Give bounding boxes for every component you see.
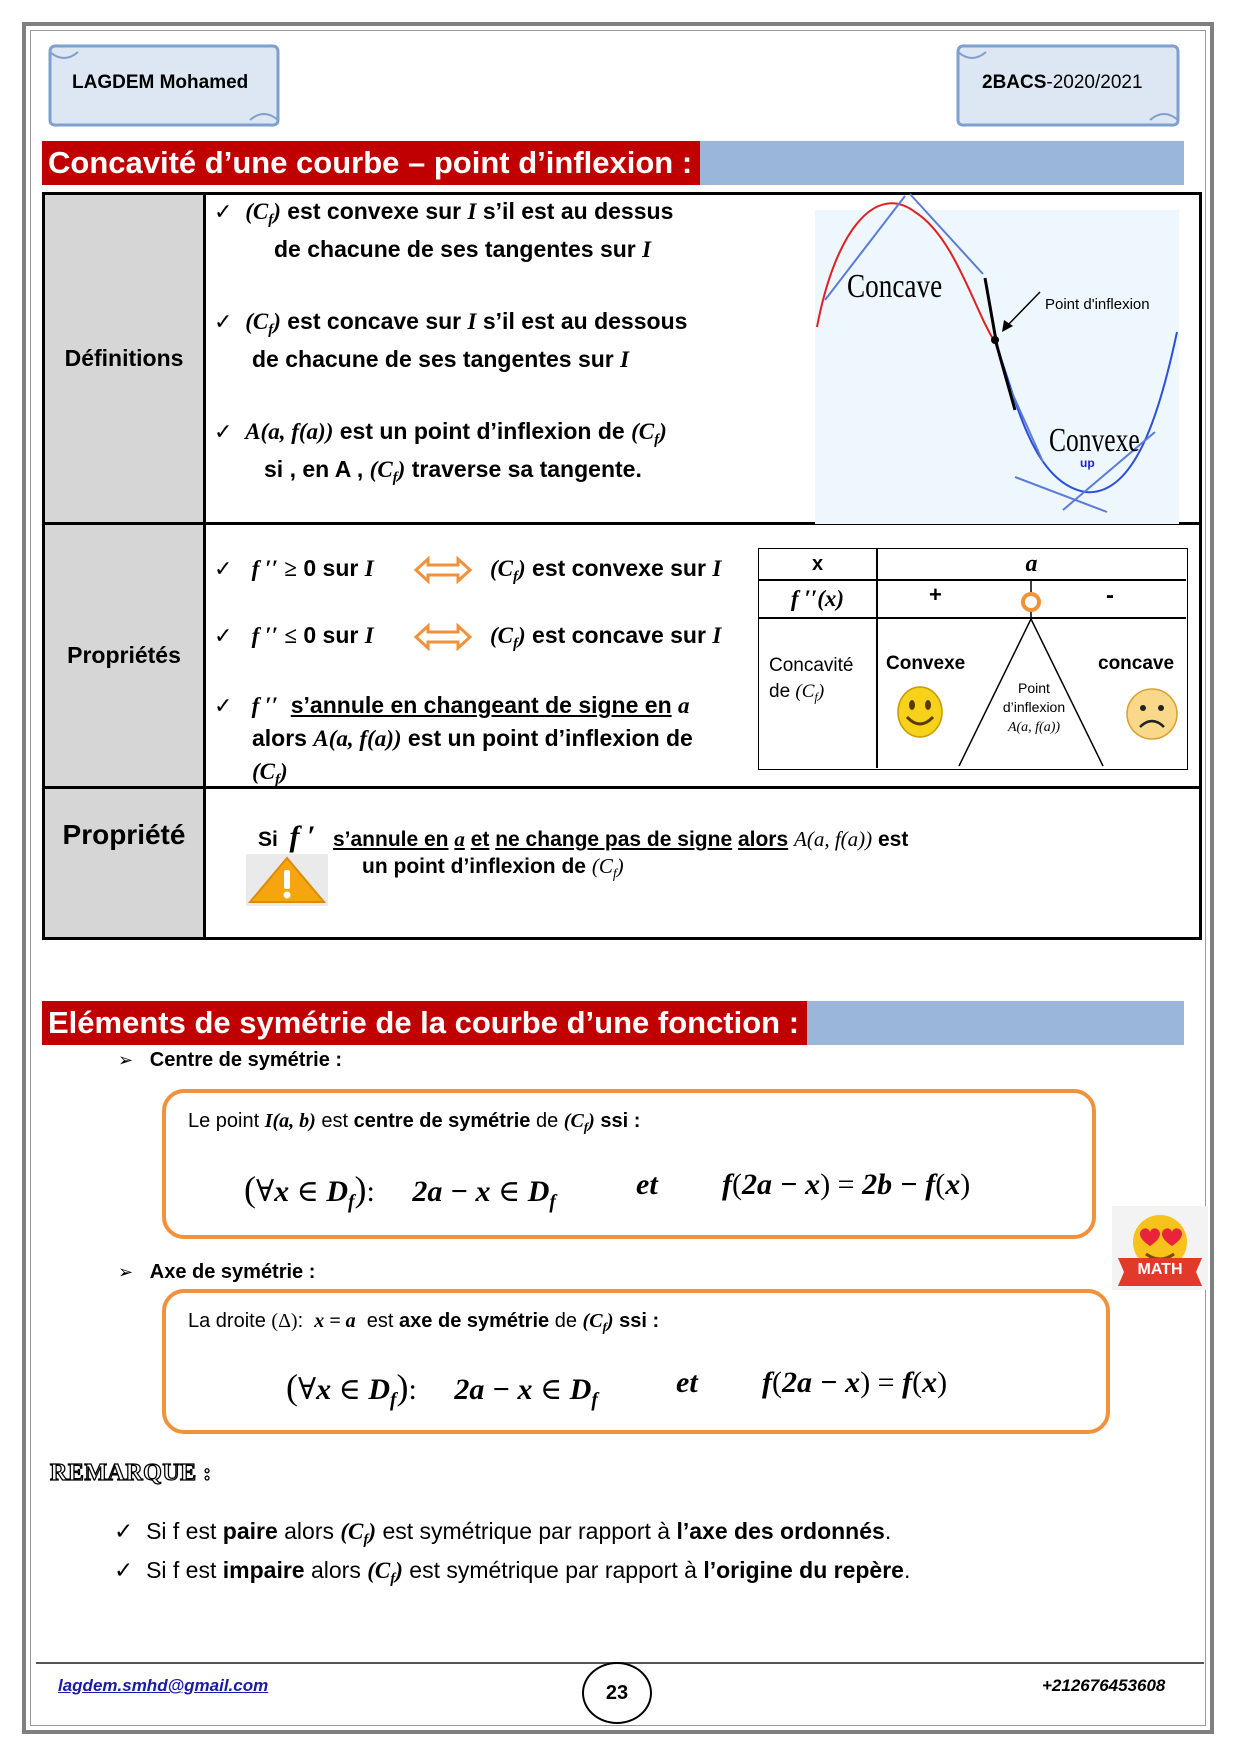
math-badge-label: MATH xyxy=(1137,1261,1183,1278)
sad-face-icon xyxy=(1125,687,1179,741)
sign-f2-label: f ′′(x) xyxy=(790,585,845,611)
propriete-convexe-right: $(C_f)$ est convexe sur I xyxy=(490,555,722,586)
warning-icon xyxy=(246,854,328,906)
definitions-label: Définitions xyxy=(45,195,206,525)
inflexion-label: Point d'inflexion xyxy=(1045,296,1150,313)
propriete-warning-line2: un point d’inflexion de $(C_f)$ xyxy=(362,854,624,881)
axe-text: La droite (Δ): x = a est axe de symétrie de $(C_f)$ ssi : xyxy=(188,1310,660,1335)
sign-table xyxy=(758,548,1188,770)
propriete-label: Propriété xyxy=(45,789,206,937)
sign-concavite-label: Concavité de $(C_f)$ xyxy=(769,655,854,705)
sign-x-header: x xyxy=(811,552,824,575)
sign-minus: - xyxy=(1106,582,1114,609)
figure-background xyxy=(815,210,1179,524)
axe-formula-et: et xyxy=(676,1366,698,1399)
definition-convexe: ✓ $(C_f)$ est convexe sur I s’il est au dessus xyxy=(214,198,674,229)
axe-formula-equation: f(2a − x) = f(x) xyxy=(762,1366,948,1399)
sign-point-inflexion: Point d’inflexion A(a, f(a)) xyxy=(1002,680,1066,735)
remarque-impaire: ✓ Si f est impaire alors $(C_f)$ est symétrique par rapport à l’origine du repère. xyxy=(114,1557,911,1588)
centre-formula-equation: f(2a − x) = 2b − f(x) xyxy=(722,1168,971,1201)
sign-concave: concave xyxy=(1098,653,1175,674)
remarque-title: REMARQUE : xyxy=(50,1460,212,1486)
row-divider xyxy=(206,786,1199,789)
class-year: 2BACS-2020/2021 xyxy=(982,72,1143,93)
definition-convexe-line2: de chacune de ses tangentes sur I xyxy=(274,236,652,262)
footer-email[interactable]: lagdem.smhd@gmail.com xyxy=(58,1676,269,1695)
propriete-inflexion-line2: alors A(a, f(a)) est un point d’inflexion de xyxy=(252,725,693,751)
inflexion-point xyxy=(991,336,999,344)
page-number: 23 xyxy=(582,1662,652,1724)
centre-heading: ➢ Centre de symétrie : xyxy=(118,1049,343,1071)
axe-heading: ➢ Axe de symétrie : xyxy=(118,1261,316,1283)
propriete-warning-line1: Si f ′ s’annule en a et ne change pas de signe alors A(a, f(a)) est xyxy=(258,820,909,853)
remarque-paire: ✓ Si f est paire alors $(C_f)$ est symétrique par rapport à l’axe des ordonnés. xyxy=(114,1518,892,1549)
equivalence-arrow-icon xyxy=(414,623,472,651)
propriete-inflexion-line3: $(C_f)$ xyxy=(252,759,288,789)
propriete-concave-right: $(C_f)$ est concave sur I xyxy=(490,622,722,653)
up-label: up xyxy=(1080,456,1095,470)
concave-label: Concave xyxy=(847,268,943,305)
sign-convexe: Convexe xyxy=(886,653,966,674)
author-name: LAGDEM Mohamed xyxy=(72,72,249,93)
centre-formula-condition: (∀x ∈ $D_f$): 2a − x ∈ $D_f$ xyxy=(244,1169,556,1213)
inflexion-figure xyxy=(815,192,1179,524)
centre-text: Le point I(a, b) est centre de symétrie de $(C_f)$ ssi : xyxy=(188,1110,641,1135)
sign-plus: + xyxy=(929,582,942,607)
happy-face-icon xyxy=(895,685,945,739)
propriete-inflexion: ✓ f ′′ s’annule en changeant de signe en a xyxy=(214,692,690,718)
sign-a-value: a xyxy=(1025,550,1038,577)
definition-inflexion: ✓ A(a, f(a)) est un point d’inflexion de $(C_f)$ xyxy=(214,418,667,449)
math-badge xyxy=(1112,1206,1208,1290)
footer-phone: +212676453608 xyxy=(1042,1676,1166,1695)
proprietes-label: Propriétés xyxy=(45,525,206,789)
propriete-convexe: ✓ f ′′ ≥ 0 sur I xyxy=(214,555,374,581)
definition-concave-line2: de chacune de ses tangentes sur I xyxy=(252,346,630,372)
definition-concave: ✓ $(C_f)$ est concave sur I s’il est au dessous xyxy=(214,308,688,339)
convexe-label: Convexe xyxy=(1049,422,1140,459)
definition-inflexion-line2: si , en A , $(C_f)$ traverse sa tangente. xyxy=(264,456,642,487)
propriete-concave: ✓ f ′′ ≤ 0 sur I xyxy=(214,622,374,648)
section1-title: Concavité d’une courbe – point d’inflexion : xyxy=(42,141,700,185)
equivalence-arrow-icon xyxy=(414,556,472,584)
section1-title-bar xyxy=(42,141,1184,185)
centre-formula-et: et xyxy=(636,1168,658,1201)
section2-title: Eléments de symétrie de la courbe d’une fonction : xyxy=(42,1001,807,1045)
section2-title-bar xyxy=(42,1001,1184,1045)
axe-formula-condition: (∀x ∈ $D_f$): 2a − x ∈ $D_f$ xyxy=(286,1367,598,1411)
